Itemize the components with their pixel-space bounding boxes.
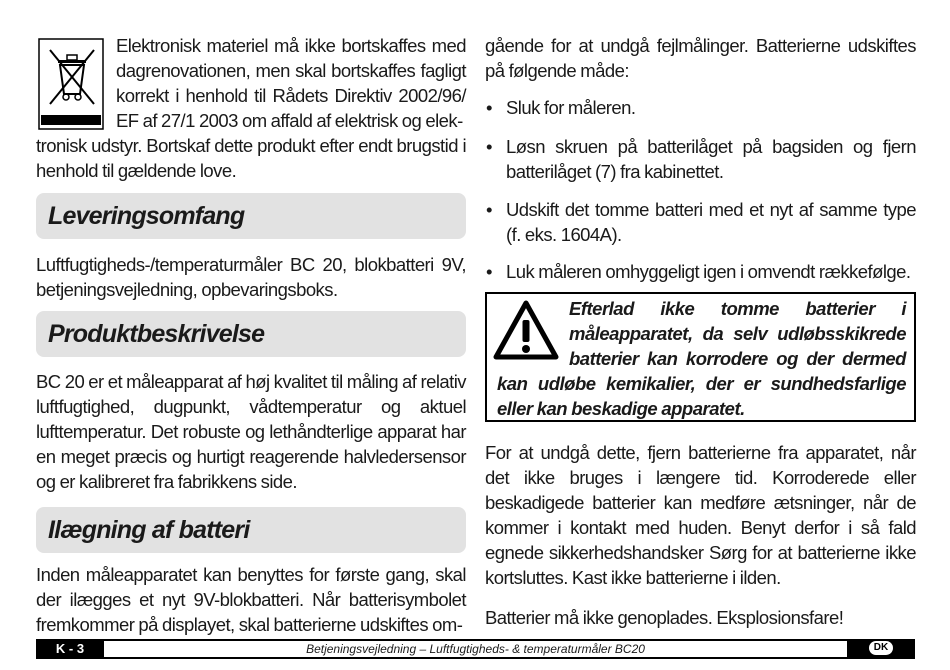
weee-notice-text-continued: tronisk udstyr. Bortskaf dette produkt efter endt brugstid i henhold til gældende love. bbox=[36, 135, 466, 181]
country-code: DK bbox=[869, 641, 893, 655]
list-item: • Sluk for måleren. bbox=[486, 97, 636, 118]
bullet-icon: • bbox=[486, 199, 492, 220]
footer-title: Betjeningsvejledning – Luftfugtigheds- & temperaturmåler BC20 bbox=[306, 642, 645, 656]
crossed-out-wheelie-bin-icon bbox=[38, 38, 104, 130]
warning-box bbox=[485, 292, 916, 422]
list-item: • Løsn skruen på batterilåget på bagsiden og fjern batterilåget (7) fra kabinettet. bbox=[486, 136, 916, 182]
country-badge bbox=[847, 639, 915, 659]
bullet-icon: • bbox=[486, 261, 492, 282]
delivery-scope-text: Luftfugtigheds-/temperaturmåler BC 20, blokbatteri 9V, betjeningsvejledning, opbevaringsboks. bbox=[36, 254, 466, 300]
warning-text: Efterlad ikke tomme batterier i måleapparatet, da selv udløbsskikrede batterier kan korrodere og der dermed kan udløbe kemikalier, der er sundhedsfarlige eller kan beskadige apparatet. bbox=[497, 298, 906, 419]
no-recharge-warning: Batterier må ikke genoplades. Eksplosionsfare! bbox=[485, 607, 844, 628]
list-item: • Udskift det tomme batteri med et nyt af samme type (f. eks. 1604A). bbox=[486, 199, 916, 245]
heading-produktbeskrivelse: Produktbeskrivelse bbox=[36, 311, 466, 357]
heading-leveringsomfang: Leveringsomfang bbox=[36, 193, 466, 239]
heading-ilaegning-af-batteri: Ilægning af batteri bbox=[36, 507, 466, 553]
product-description-text: BC 20 er et måleapparat af høj kvalitet til måling af relativ luftfugtighed, dugpunkt, vådtemperatur og aktuel lufttemperatur. Det robuste og lethåndterlige apparat har en meget præcis og hurtigt reagerende halvledersensor og er kalibreret fra fabrikkens side. bbox=[36, 371, 466, 492]
battery-replacement-intro: gående for at undgå fejlmålinger. Batterierne udskiftes på følgende måde: bbox=[485, 35, 916, 81]
battery-insertion-text: Inden måleapparatet kan benyttes for første gang, skal der ilægges et nyt 9V-blokbatteri. Når batterisymbolet fremkommer på displayet, skal batterierne udskiftes om- bbox=[36, 564, 466, 635]
weee-notice-text: Elektronisk materiel må ikke bortskaffes med dagrenovationen, men skal bortskaffes fagligt korrekt i henhold til Rådets Direktiv 2002/96/ EF af 27/1 2003 om affald af elektrisk og elek- bbox=[116, 35, 466, 131]
page-footer bbox=[36, 639, 915, 659]
bullet-icon: • bbox=[486, 97, 492, 118]
list-item: • Luk måleren omhyggeligt igen i omvendt rækkefølge. bbox=[486, 261, 911, 282]
battery-care-text: For at undgå dette, fjern batterierne fra apparatet, når det ikke bruges i længere tid. Korroderede eller beskadigede batterier kan medføre ætsninger, når de kommer i kontakt med huden. Benyt derfor i så fald egnede sikkerhedshandsker Sørg for at batterierne ikke kortsluttes. Kast ikke batterierne i ilden. bbox=[485, 442, 916, 588]
bullet-icon: • bbox=[486, 136, 492, 157]
page-number: K - 3 bbox=[36, 639, 104, 659]
